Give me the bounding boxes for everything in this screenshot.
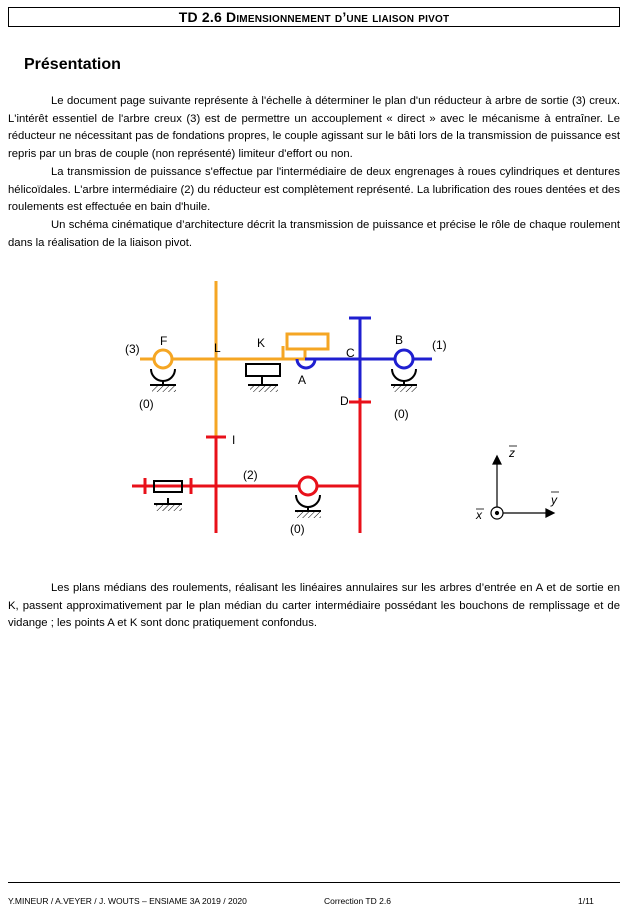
label-frame-left: (0): [139, 397, 154, 411]
conclusion-paragraph: Les plans médians des roulements, réalisant les linéaires annulaires sur les arbres d’entrée en A et de sortie en K, passent approximativement par le plan médian du carter intermédiaire possédant les bouchons de remplissage et de vidange ; les points A et K sont donc pratiquement confondus.: [8, 582, 620, 630]
label-part-3: (3): [125, 342, 140, 356]
intro-paragraphs: [8, 93, 620, 252]
footer-page-number: 1/11: [578, 896, 594, 906]
label-frame-right: (0): [394, 407, 409, 421]
footer-authors: Y.MINEUR / A.VEYER / J. WOUTS – ENSIAME 3A 2019 / 2020: [8, 896, 247, 906]
intro-paragraph-3: Un schéma cinématique d’architecture décrit la transmission de puissance et précise le rôle de chaque roulement dans la réalisation de la liaison pivot.: [8, 218, 620, 249]
axis-x-label: x: [476, 508, 482, 522]
label-B: B: [395, 333, 404, 347]
footer-doc-title: Correction TD 2.6: [324, 896, 391, 906]
kinematic-diagram: [0, 270, 628, 570]
footer-divider: [8, 882, 620, 883]
frame-supports: [150, 364, 417, 518]
axis-frame: [491, 456, 554, 519]
label-part-2: (2): [243, 468, 258, 482]
label-L: L: [214, 341, 221, 355]
label-D: D: [340, 394, 349, 408]
shaft-2: [132, 398, 371, 533]
section-heading: Présentation: [24, 56, 121, 73]
label-C: C: [346, 346, 355, 360]
label-part-1: (1): [432, 338, 447, 352]
axis-y-label: y: [551, 493, 557, 507]
label-F: F: [160, 334, 168, 348]
label-K: K: [257, 336, 266, 350]
intro-paragraph-2: La transmission de puissance s'effectue par l'intermédiaire de deux engrenages à roues cylindriques et dentures hélicoïdales. L'arbre intermédiaire (2) du réducteur est complètement représenté. La lubrification des roues dentées et des roulements est effectuée en bain d'huile.: [8, 165, 620, 214]
axis-z-label: z: [509, 446, 515, 460]
document-title-box: [8, 7, 620, 27]
document-title: TD 2.6 Dimensionnement d’une liaison pivot: [178, 9, 450, 25]
label-A: A: [298, 373, 307, 387]
shaft-3: [140, 281, 328, 437]
intro-paragraph-1: Le document page suivante représente à l'échelle à déterminer le plan d'un réducteur à arbre de sortie (3) creux. L'intérêt essentiel de l'arbre creux (3) est de permettre un accouplement « direct » avec le mécanisme à entraîner. Le réducteur ne nécessitant pas de fondations propres, le couple agissant sur le bâti lors de la transmission de puissance est repris par un bras de couple (non représenté) limiteur d'effort ou non.: [8, 95, 620, 161]
label-frame-bottom: (0): [290, 522, 305, 536]
label-I: I: [232, 433, 236, 447]
